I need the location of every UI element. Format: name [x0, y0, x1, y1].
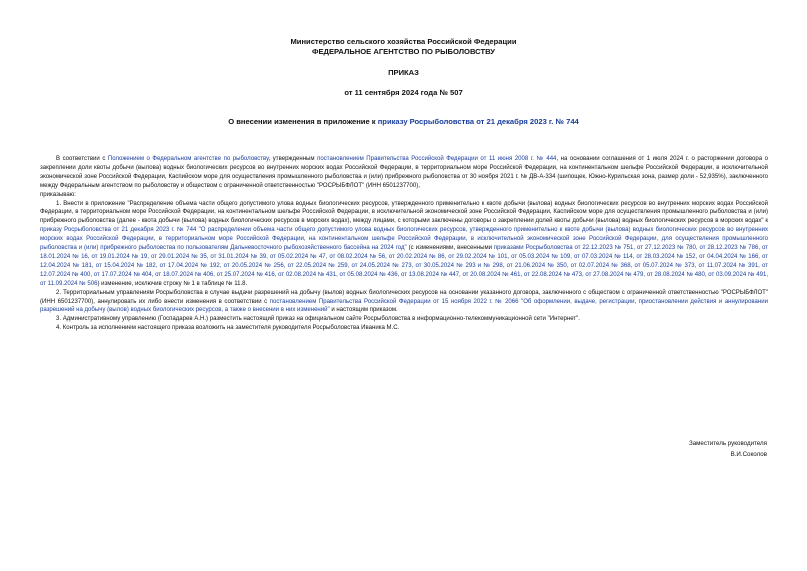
ministry-title: Министерство сельского хозяйства Российской Федерации — [290, 37, 517, 46]
agency-title: ФЕДЕРАЛЬНОЕ АГЕНТСТВО ПО РЫБОЛОВСТВУ — [312, 47, 495, 56]
government-decree-444-link[interactable]: постановлением Правительства Российской Федерации от 11 июня 2008 г. № 444 — [317, 156, 557, 162]
intro-text-3: , на основании соглашения от 1 июля 2024 г. о расторжении договора о закреплении доли квоты добычи (вылова) водных биологических ресурсов во внутренних морских водах Российской Федерации, в территориальном море Российской Федерации, на континентальном шельфе Российской Федерации, в исключительной экономической зоне Российской Федерации, Каспийском море для осуществления промышленного рыболовства и (или) прибрежного рыболовства от 30 ноября 2021 г. № ДВ-А-334 (шипощек, Южно-Курильская зона, размер доли - 52,935%), заключенного между Федеральным агентством по рыболовству и обществом с ограниченной ответственностью "РОСРЫБФЛОТ" (ИНН 6501237700), — [40, 156, 768, 189]
signature-name: В.И.Соколов — [730, 451, 767, 458]
document-title — [0, 117, 807, 126]
item-4-paragraph: 4. Контроль за исполнением настоящего приказа возложить на заместителя руководителя Росрыболовства Иваника М.С. — [56, 325, 400, 332]
intro-paragraph — [40, 155, 768, 191]
title-order-link[interactable]: приказу Росрыболовства от 21 декабря 2023 г. № 744 — [377, 117, 579, 126]
document-date-number: от 11 сентября 2024 года № 507 — [344, 88, 463, 97]
order-word: приказываю: — [40, 191, 76, 198]
intro-text-2: , утвержденным — [268, 156, 318, 162]
item-1-text-3: ) изменение, исключив строку № 1 в таблице № 11.8. — [97, 280, 248, 287]
item-2-paragraph — [40, 289, 768, 316]
item-1-paragraph — [40, 200, 768, 289]
regulation-link[interactable]: Положением о Федеральном агентстве по рыболовству — [107, 156, 269, 162]
document-title-text: О внесении изменения в приложение к — [228, 117, 378, 126]
signature-position: Заместитель руководителя — [688, 440, 767, 447]
item-2-text-2: и настоящим приказом. — [329, 307, 398, 314]
document-body — [40, 155, 768, 333]
item-2-text-1: 2. Территориальным управлениям Росрыболовства в случае выдачи разрешений на добычу (вылов) водных биологических ресурсов на основании указанного договора, заключенного с обществом с ограниченной ответственностью "РОСРЫБФЛОТ" (ИНН 6501237700), аннулировать их либо внести изменения в соответствии с — [40, 289, 768, 305]
government-decree-2066-link[interactable]: постановлением Правительства Российской Федерации от 15 ноября 2022 г. № 2066 "Об оформлении, выдаче, регистрации, приостановлении действия и аннулировании разрешений на добычу (вылов) водных биологических ресурсов, а также о внесении в них изменений" — [40, 298, 768, 314]
item-3-paragraph: 3. Административному управлению (Госпадарев А.Н.) разместить настоящий приказ на официальном сайте Росрыболовства в информационно-телекоммуникационной сети "Интернет". — [56, 316, 580, 323]
item-1-text-2: (с изменениями, внесенными — [406, 245, 494, 252]
item-1-text-1: 1. Внести в приложение "Распределение объема части общего допустимого улова водных биологических ресурсов, утвержденного применительно к квоте добычи (вылова) водных биологических ресурсов во внутренних морских водах Российской Федерации, в территориальном море Российской Федерации, на континентальном шельфе Российской Федерации, в исключительной экономической зоне Российской Федерации, Каспийском море для осуществления промышленного рыболовства и (или) прибрежного рыболовства (далее - квота добычи (вылова) водных биологических ресурсов в морских водах), между лицами, с которыми заключены договоры о закреплении долей квоты добычи (вылова) водных биологических ресурсов в морских водах" к — [40, 200, 768, 225]
amending-orders-link[interactable]: приказами Росрыболовства от 22.12.2023 № 751, от 27.12.2023 № 780, от 28.12.2023 № 786, от 18.01.2024 № 16, от 19.01.2024 № 19, от 29.01.2024 № 35, от 31.01.2024 № 39, от 05.02.2024 № 47, от 08.02.2024 № 56, от 20.02.2024 № 86, от 29.02.2024 № 101, от 05.03.2024 № 109, от 07.03.2024 № 114, от 28.03.2024 № 152, от 04.04.2024 № 166, от 12.04.2024 № 181, от 15.04.2024 № 182, от 17.04.2024 № 192, от 20.05.2024 № 256, от 22.05.2024 № 259, от 24.05.2024 № 273, от 30.05.2024 № 293 и № 298, от 21.06.2024 № 350, от 02.07.2024 № 368, от 05.07.2024 № 373, от 11.07.2024 № 391, от 12.07.2024 № 400, от 17.07.2024 № 404, от 18.07.2024 № 406, от 25.07.2024 № 416, от 02.08.2024 № 431, от 05.08.2024 № 436, от 13.08.2024 № 447, от 20.08.2024 № 461, от 22.08.2024 № 473, от 27.08.2024 № 479, от 28.08.2024 № 480, от 03.09.2024 № 491, от 11.09.2024 № 506 — [40, 245, 768, 287]
intro-text-1: В соответствии с — [56, 156, 108, 162]
document-type: ПРИКАЗ — [388, 68, 419, 77]
order-744-link[interactable]: приказу Росрыболовства от 21 декабря 2023 г. № 744 "О распределении объема части общего допустимого улова водных биологических ресурсов, утвержденного применительно к квоте добычи (вылова) водных биологических ресурсов во внутренних морских водах Российской Федерации, в территориальном море Российской Федерации, на континентальном шельфе Российской Федерации, в исключительной экономической зоне Российской Федерации, для осуществления промышленного рыболовства и (или) прибрежного рыболовства по пользователям Дальневосточного рыбохозяйственного бассейна на 2024 год" — [40, 227, 768, 252]
